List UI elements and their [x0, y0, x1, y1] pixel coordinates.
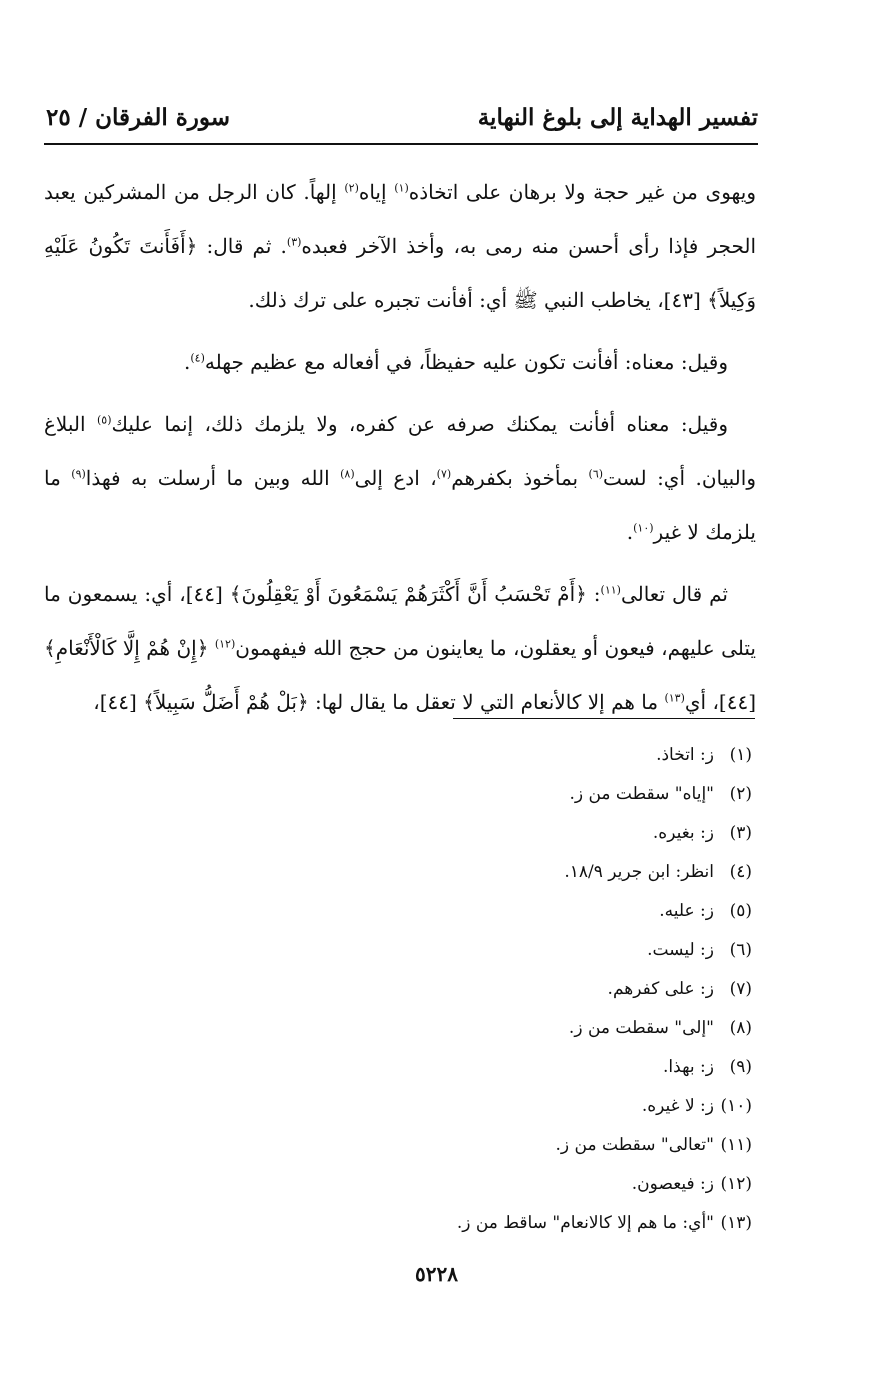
footnote-marker: (٧)	[436, 467, 452, 481]
footnote-text: ز: لا غيره.	[641, 1096, 714, 1116]
footnote-number: (٣)	[729, 823, 752, 843]
footnote-text: ز: عليه.	[659, 901, 714, 921]
footnote-number: (١)	[729, 745, 752, 765]
footnote-marker: (١)	[394, 181, 409, 195]
text-run: .	[184, 350, 191, 374]
book-title: تفسير الهداية إلى بلوغ النهاية	[477, 104, 758, 131]
footnote-number: (١٢)	[720, 1174, 752, 1194]
footnotes-list	[380, 736, 752, 1243]
page-header	[46, 96, 758, 136]
footnote-text: انظر: ابن جرير ١٨/٩.	[564, 862, 714, 882]
footnote-number: (٩)	[729, 1057, 752, 1077]
footnote-number: (٧)	[729, 979, 752, 999]
text-run: ما هم إلا كالأنعام التي لا تعقل ما يقال لها: ﴿بَلْ هُمْ أَضَلُّ سَبِيلاً﴾ [٤٤]،	[93, 690, 665, 714]
footnote-item	[380, 1009, 752, 1048]
text-run: ، ادع إلى	[354, 466, 437, 490]
footnote-separator	[453, 718, 755, 719]
text-run: وقيل: معناه: أفأنت تكون عليه حفيظاً، في أفعاله مع عظيم جهله	[204, 350, 728, 374]
footnote-number: (٥)	[729, 901, 752, 921]
footnote-text: ز: على كفرهم.	[607, 979, 714, 999]
footnote-number: (١٣)	[720, 1213, 752, 1233]
footnote-number: (٤)	[729, 862, 752, 882]
footnote-item	[380, 814, 752, 853]
footnote-item	[380, 970, 752, 1009]
footnote-marker: (٩)	[71, 467, 86, 481]
footnote-text: "إلى" سقطت من ز.	[568, 1018, 714, 1038]
text-run: . ثم قال: ﴿أَفَأَنتَ تَكُونُ عَلَيْهِ وَكِيلاً﴾ [٤٣]، يخاطب النبي ﷺ أي: أفأنت تجبره على ترك ذلك.	[44, 234, 756, 312]
footnote-number: (٦)	[729, 940, 752, 960]
footnote-marker: (٨)	[340, 467, 355, 481]
text-run: ثم قال تعالى	[620, 582, 728, 606]
paragraph	[44, 165, 756, 327]
footnote-marker: (١٢)	[214, 637, 236, 651]
footnote-text: ز: فيعصون.	[631, 1174, 714, 1194]
text-run: وقيل: معناه أفأنت يمكنك صرفه عن كفره، ولا يلزمك ذلك، إنما عليك	[111, 412, 728, 436]
footnote-number: (١٠)	[720, 1096, 752, 1116]
footnote-marker: (٣)	[286, 235, 302, 249]
footnote-item	[380, 1126, 752, 1165]
footnote-marker: (٦)	[588, 467, 604, 481]
text-run: ﴿إِنْ هُمْ إِلَّا كَالْأَنْعَامِ﴾ [٤٤]، أي	[44, 636, 756, 714]
footnote-marker: (١١)	[600, 583, 621, 597]
footnote-text: "أي: ما هم إلا كالانعام" ساقط من ز.	[456, 1213, 714, 1233]
text-run: بمأخوذ بكفرهم	[451, 466, 589, 490]
footnote-text: ز: ليست.	[647, 940, 714, 960]
text-run: ويهوى من غير حجة ولا برهان على اتخاذه	[408, 180, 756, 204]
footnote-item	[380, 853, 752, 892]
footnote-item	[380, 775, 752, 814]
footnote-marker: (٥)	[96, 413, 112, 427]
text-run: : ﴿أَمْ تَحْسَبُ أَنَّ أَكْثَرَهُمْ يَسْمَعُونَ أَوْ يَعْقِلُونَ﴾ [٤٤]، أي: يسمعون ما يتلى عليهم، فيعون أو يعقلون، ما يعاينون من حجج الله فيفهمون	[44, 582, 756, 660]
footnote-item	[380, 892, 752, 931]
surah-label: سورة الفرقان / ٢٥	[46, 104, 231, 131]
footnote-marker: (١٠)	[633, 521, 654, 535]
paragraph	[44, 567, 756, 729]
text-run: ما يلزمك لا غير	[44, 466, 756, 544]
footnote-marker: (١٣)	[664, 691, 685, 705]
footnote-item	[380, 931, 752, 970]
footnote-marker: (٢)	[344, 181, 359, 195]
footnote-text: "إياه" سقطت من ز.	[569, 784, 714, 804]
text-run: .	[626, 520, 634, 544]
footnote-number: (٢)	[729, 784, 752, 804]
footnote-item	[380, 736, 752, 775]
footnote-number: (١١)	[720, 1135, 752, 1155]
footnote-number: (٨)	[729, 1018, 752, 1038]
paragraph	[44, 397, 756, 559]
footnote-text: ز: بغيره.	[652, 823, 714, 843]
text-run: إياه	[358, 180, 395, 204]
text-run: إلهاً. كان الرجل من المشركين يعبد الحجر فإذا رأى أحسن منه رمى به، وأخذ الآخر فعبده	[44, 180, 757, 258]
footnote-item	[380, 1165, 752, 1204]
header-rule	[44, 143, 758, 145]
footnote-item	[380, 1204, 752, 1243]
page-number: ٥٢٢٨	[415, 1262, 458, 1286]
main-text	[44, 165, 756, 737]
footnote-marker: (٤)	[190, 351, 205, 365]
paragraph	[44, 335, 756, 389]
footnote-text: ز: بهذا.	[663, 1057, 714, 1077]
footnote-text: ز: اتخاذ.	[656, 745, 714, 765]
footnote-item	[380, 1087, 752, 1126]
footnote-text: "تعالى" سقطت من ز.	[555, 1135, 714, 1155]
text-run: الله وبين ما أرسلت به فهذا	[85, 466, 341, 490]
footnote-item	[380, 1048, 752, 1087]
text-run: البلاغ والبيان. أي: لست	[44, 412, 756, 490]
